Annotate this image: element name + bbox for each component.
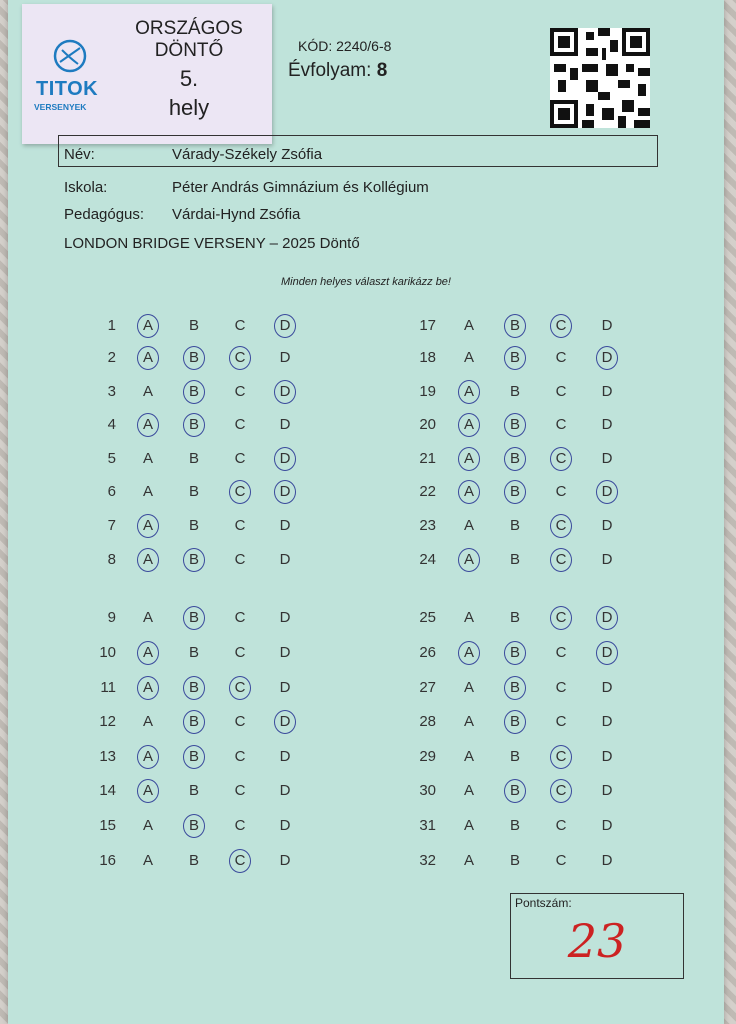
answer-option[interactable]: A — [463, 383, 474, 400]
answer-option[interactable]: C — [234, 317, 246, 334]
answer-option[interactable]: B — [509, 748, 520, 765]
score-value: 23 — [567, 914, 627, 968]
answer-option[interactable]: C — [234, 450, 246, 467]
circled-answer-mark — [137, 641, 159, 665]
circled-answer-mark — [183, 346, 205, 370]
answer-option[interactable]: D — [279, 852, 291, 869]
answer-option[interactable]: D — [279, 450, 291, 467]
circled-answer-mark — [458, 380, 480, 404]
answer-option[interactable]: A — [142, 450, 153, 467]
score-box — [510, 893, 684, 979]
answer-option[interactable]: B — [509, 713, 520, 730]
circled-answer-mark — [458, 480, 480, 504]
question-number: 7 — [107, 517, 116, 534]
answer-option[interactable]: C — [555, 782, 567, 799]
question-number: 29 — [419, 748, 436, 765]
titok-logo — [30, 38, 110, 128]
answer-option[interactable]: B — [188, 644, 199, 661]
sticker-text — [114, 18, 264, 120]
answer-option[interactable]: B — [509, 817, 520, 834]
answer-option[interactable]: B — [509, 317, 520, 334]
answer-option[interactable]: B — [188, 748, 199, 765]
answer-option[interactable]: D — [601, 748, 613, 765]
answer-option[interactable]: A — [463, 450, 474, 467]
instruction-text: Minden helyes választ karikázz be! — [281, 276, 451, 288]
answer-option[interactable]: C — [555, 551, 567, 568]
answer-option[interactable]: C — [555, 852, 567, 869]
circled-answer-mark — [596, 346, 618, 370]
answer-option[interactable]: C — [555, 713, 567, 730]
answer-option[interactable]: D — [279, 679, 291, 696]
answer-option[interactable]: C — [234, 349, 246, 366]
question-number: 2 — [107, 349, 116, 366]
answer-option[interactable]: B — [509, 483, 520, 500]
circled-answer-mark — [274, 380, 296, 404]
answer-option[interactable]: C — [234, 748, 246, 765]
circled-answer-mark — [458, 548, 480, 572]
question-number: 15 — [99, 817, 116, 834]
answer-option[interactable]: D — [601, 713, 613, 730]
circled-answer-mark — [458, 641, 480, 665]
exam-code: KÓD: 2240/6-8 — [298, 38, 392, 54]
question-number: 3 — [107, 383, 116, 400]
answer-option[interactable]: A — [463, 852, 474, 869]
sticker-line-2: DÖNTŐ — [154, 39, 224, 61]
answer-option[interactable]: A — [463, 713, 474, 730]
answer-option[interactable]: A — [142, 679, 153, 696]
name-box — [58, 135, 658, 167]
answer-option[interactable]: A — [463, 817, 474, 834]
answer-option[interactable]: B — [509, 679, 520, 696]
circled-answer-mark — [229, 676, 251, 700]
answer-option[interactable]: C — [555, 817, 567, 834]
circled-answer-mark — [504, 676, 526, 700]
answer-option[interactable]: A — [142, 817, 153, 834]
logo-subtitle: VERSENYEK — [34, 102, 87, 112]
answer-option[interactable]: B — [188, 679, 199, 696]
answer-option[interactable]: D — [279, 483, 291, 500]
circled-answer-mark — [504, 779, 526, 803]
answer-option[interactable]: C — [555, 644, 567, 661]
answer-option[interactable]: C — [555, 609, 567, 626]
answer-option[interactable]: B — [509, 852, 520, 869]
answer-option[interactable]: D — [279, 551, 291, 568]
sticker-place-word: hely — [168, 94, 210, 120]
answer-option[interactable]: B — [188, 450, 199, 467]
circled-answer-mark — [550, 548, 572, 572]
answer-option[interactable]: D — [601, 609, 613, 626]
answer-option[interactable]: C — [555, 483, 567, 500]
question-number: 20 — [419, 416, 436, 433]
grade-line — [288, 60, 387, 82]
question-number: 4 — [107, 416, 116, 433]
sticker-line-1: ORSZÁGOS — [135, 18, 243, 39]
globe-icon — [52, 38, 88, 74]
circled-answer-mark — [504, 447, 526, 471]
logo-brand: TITOK — [36, 78, 99, 100]
question-number: 8 — [107, 551, 116, 568]
question-number: 22 — [419, 483, 436, 500]
question-number: 28 — [419, 713, 436, 730]
answer-option[interactable]: A — [463, 483, 474, 500]
answer-option[interactable]: C — [234, 383, 246, 400]
answer-option[interactable]: A — [142, 609, 153, 626]
circled-answer-mark — [458, 413, 480, 437]
question-number: 11 — [100, 679, 116, 696]
answer-option[interactable]: C — [234, 679, 246, 696]
question-number: 19 — [419, 383, 436, 400]
answer-option[interactable]: B — [188, 317, 199, 334]
answer-option[interactable]: D — [279, 782, 291, 799]
answer-option[interactable]: A — [463, 517, 474, 534]
question-number: 12 — [99, 713, 116, 730]
answer-option[interactable]: C — [234, 782, 246, 799]
circled-answer-mark — [458, 447, 480, 471]
answer-option[interactable]: C — [555, 450, 567, 467]
answer-option[interactable]: B — [509, 383, 520, 400]
answer-option[interactable]: C — [555, 383, 567, 400]
answer-option[interactable]: A — [142, 748, 153, 765]
answer-option[interactable]: D — [279, 817, 291, 834]
circled-answer-mark — [137, 514, 159, 538]
question-number: 27 — [419, 679, 436, 696]
answer-option[interactable]: C — [234, 852, 246, 869]
circled-answer-mark — [183, 413, 205, 437]
answer-option[interactable]: D — [601, 852, 613, 869]
answer-option[interactable]: B — [509, 517, 520, 534]
answer-option[interactable]: D — [279, 748, 291, 765]
name-label: Név: — [64, 146, 95, 163]
answer-option[interactable]: D — [601, 383, 613, 400]
question-number: 26 — [419, 644, 436, 661]
answer-option[interactable]: B — [188, 609, 199, 626]
circled-answer-mark — [137, 314, 159, 338]
answer-option[interactable]: A — [142, 644, 153, 661]
answer-option[interactable]: D — [601, 679, 613, 696]
answer-option[interactable]: B — [188, 483, 199, 500]
circled-answer-mark — [504, 413, 526, 437]
answer-option[interactable]: C — [234, 483, 246, 500]
answer-option[interactable]: D — [279, 416, 291, 433]
question-number: 1 — [107, 317, 116, 334]
answer-option[interactable]: D — [601, 349, 613, 366]
school-name: Péter András Gimnázium és Kollégium — [172, 179, 429, 196]
teacher-label: Pedagógus: — [64, 206, 145, 223]
answer-option[interactable]: B — [188, 852, 199, 869]
answer-option[interactable]: A — [142, 713, 153, 730]
circled-answer-mark — [550, 779, 572, 803]
question-number: 18 — [419, 349, 436, 366]
circled-answer-mark — [596, 641, 618, 665]
answer-option[interactable]: B — [509, 782, 520, 799]
answer-option[interactable]: B — [509, 450, 520, 467]
answer-option[interactable]: A — [463, 416, 474, 433]
question-number: 21 — [419, 450, 436, 467]
answer-option[interactable]: C — [234, 551, 246, 568]
answer-option[interactable]: C — [234, 817, 246, 834]
answer-option[interactable]: A — [142, 383, 153, 400]
circled-answer-mark — [183, 548, 205, 572]
answer-option[interactable]: A — [142, 317, 153, 334]
answer-option[interactable]: B — [188, 517, 199, 534]
circled-answer-mark — [137, 779, 159, 803]
answer-option[interactable]: B — [509, 644, 520, 661]
answer-option[interactable]: D — [601, 817, 613, 834]
answer-option[interactable]: A — [463, 679, 474, 696]
answer-option[interactable]: B — [509, 551, 520, 568]
circled-answer-mark — [183, 606, 205, 630]
answer-option[interactable]: D — [601, 483, 613, 500]
circled-answer-mark — [274, 480, 296, 504]
question-number: 23 — [419, 517, 436, 534]
answer-option[interactable]: C — [234, 517, 246, 534]
circled-answer-mark — [183, 676, 205, 700]
answer-option[interactable]: D — [601, 782, 613, 799]
circled-answer-mark — [183, 710, 205, 734]
circled-answer-mark — [274, 710, 296, 734]
answer-option[interactable]: B — [188, 782, 199, 799]
circled-answer-mark — [504, 710, 526, 734]
answer-option[interactable]: B — [509, 349, 520, 366]
circled-answer-mark — [550, 745, 572, 769]
question-number: 14 — [99, 782, 116, 799]
answer-option[interactable]: A — [142, 349, 153, 366]
answer-option[interactable]: A — [142, 483, 153, 500]
question-number: 31 — [419, 817, 436, 834]
sticker-place: 5. — [179, 65, 199, 91]
answer-option[interactable]: C — [555, 317, 567, 334]
question-number: 24 — [419, 551, 436, 568]
circled-answer-mark — [274, 314, 296, 338]
circled-answer-mark — [137, 676, 159, 700]
answer-option[interactable]: C — [234, 713, 246, 730]
answer-option[interactable]: B — [509, 416, 520, 433]
answer-option[interactable]: A — [142, 852, 153, 869]
answer-option[interactable]: A — [463, 748, 474, 765]
student-name: Várady-Székely Zsófia — [172, 146, 323, 163]
circled-answer-mark — [137, 413, 159, 437]
circled-answer-mark — [504, 480, 526, 504]
question-number: 13 — [99, 748, 116, 765]
circled-answer-mark — [229, 346, 251, 370]
circled-answer-mark — [137, 346, 159, 370]
circled-answer-mark — [183, 380, 205, 404]
answer-option[interactable]: D — [601, 416, 613, 433]
question-number: 10 — [99, 644, 116, 661]
answer-option[interactable]: C — [234, 644, 246, 661]
circled-answer-mark — [504, 346, 526, 370]
teacher-name: Várdai-Hynd Zsófia — [172, 206, 301, 223]
question-number: 25 — [419, 609, 436, 626]
question-number: 32 — [419, 852, 436, 869]
answer-option[interactable]: A — [142, 551, 153, 568]
answer-option[interactable]: A — [463, 609, 474, 626]
answer-option[interactable]: B — [188, 817, 199, 834]
circled-answer-mark — [550, 606, 572, 630]
placement-sticker — [22, 4, 272, 144]
circled-answer-mark — [183, 745, 205, 769]
answer-option[interactable]: A — [463, 782, 474, 799]
competition-title: LONDON BRIDGE VERSENY – 2025 Döntő — [64, 235, 360, 252]
answer-option[interactable]: D — [279, 349, 291, 366]
answer-option[interactable]: A — [142, 782, 153, 799]
answer-option[interactable]: D — [601, 450, 613, 467]
answer-option[interactable]: A — [463, 644, 474, 661]
answer-option[interactable]: C — [555, 679, 567, 696]
circled-answer-mark — [274, 447, 296, 471]
answer-option[interactable]: D — [279, 317, 291, 334]
answer-option[interactable]: B — [188, 416, 199, 433]
answer-option[interactable]: C — [555, 748, 567, 765]
circled-answer-mark — [504, 641, 526, 665]
answer-option[interactable]: D — [279, 713, 291, 730]
answer-option[interactable]: C — [555, 517, 567, 534]
answer-option[interactable]: A — [142, 416, 153, 433]
question-number: 30 — [419, 782, 436, 799]
circled-answer-mark — [229, 849, 251, 873]
score-label: Pontszám: — [515, 896, 572, 910]
question-number: 5 — [107, 450, 116, 467]
answer-option[interactable]: A — [463, 551, 474, 568]
question-number: 16 — [99, 852, 116, 869]
school-label: Iskola: — [64, 179, 108, 196]
answer-option[interactable]: A — [463, 349, 474, 366]
circled-answer-mark — [183, 814, 205, 838]
circled-answer-mark — [229, 480, 251, 504]
answer-option[interactable]: B — [188, 551, 199, 568]
answer-option[interactable]: D — [601, 551, 613, 568]
answer-option[interactable]: C — [555, 349, 567, 366]
answer-option[interactable]: A — [142, 517, 153, 534]
circled-answer-mark — [137, 548, 159, 572]
answer-option[interactable]: D — [601, 644, 613, 661]
answer-option[interactable]: C — [234, 609, 246, 626]
circled-answer-mark — [504, 314, 526, 338]
answer-option[interactable]: D — [279, 609, 291, 626]
qr-code — [550, 28, 650, 128]
grade-label: Évfolyam: — [288, 60, 372, 81]
circled-answer-mark — [596, 606, 618, 630]
grade-value: 8 — [376, 60, 388, 81]
answer-option[interactable]: A — [463, 317, 474, 334]
question-number: 9 — [107, 609, 116, 626]
answer-option[interactable]: C — [555, 416, 567, 433]
circled-answer-mark — [596, 480, 618, 504]
answer-option[interactable]: B — [188, 383, 199, 400]
answer-option[interactable]: D — [279, 383, 291, 400]
circled-answer-mark — [550, 447, 572, 471]
answer-option[interactable]: D — [601, 317, 613, 334]
answer-option[interactable]: B — [188, 349, 199, 366]
answer-option[interactable]: D — [601, 517, 613, 534]
answer-option[interactable]: D — [279, 517, 291, 534]
question-number: 6 — [107, 483, 116, 500]
answer-option[interactable]: C — [234, 416, 246, 433]
answer-sheet — [8, 0, 724, 1024]
circled-answer-mark — [550, 314, 572, 338]
question-number: 17 — [419, 317, 436, 334]
circled-answer-mark — [550, 514, 572, 538]
answer-option[interactable]: D — [279, 644, 291, 661]
answer-option[interactable]: B — [188, 713, 199, 730]
circled-answer-mark — [137, 745, 159, 769]
answer-option[interactable]: B — [509, 609, 520, 626]
